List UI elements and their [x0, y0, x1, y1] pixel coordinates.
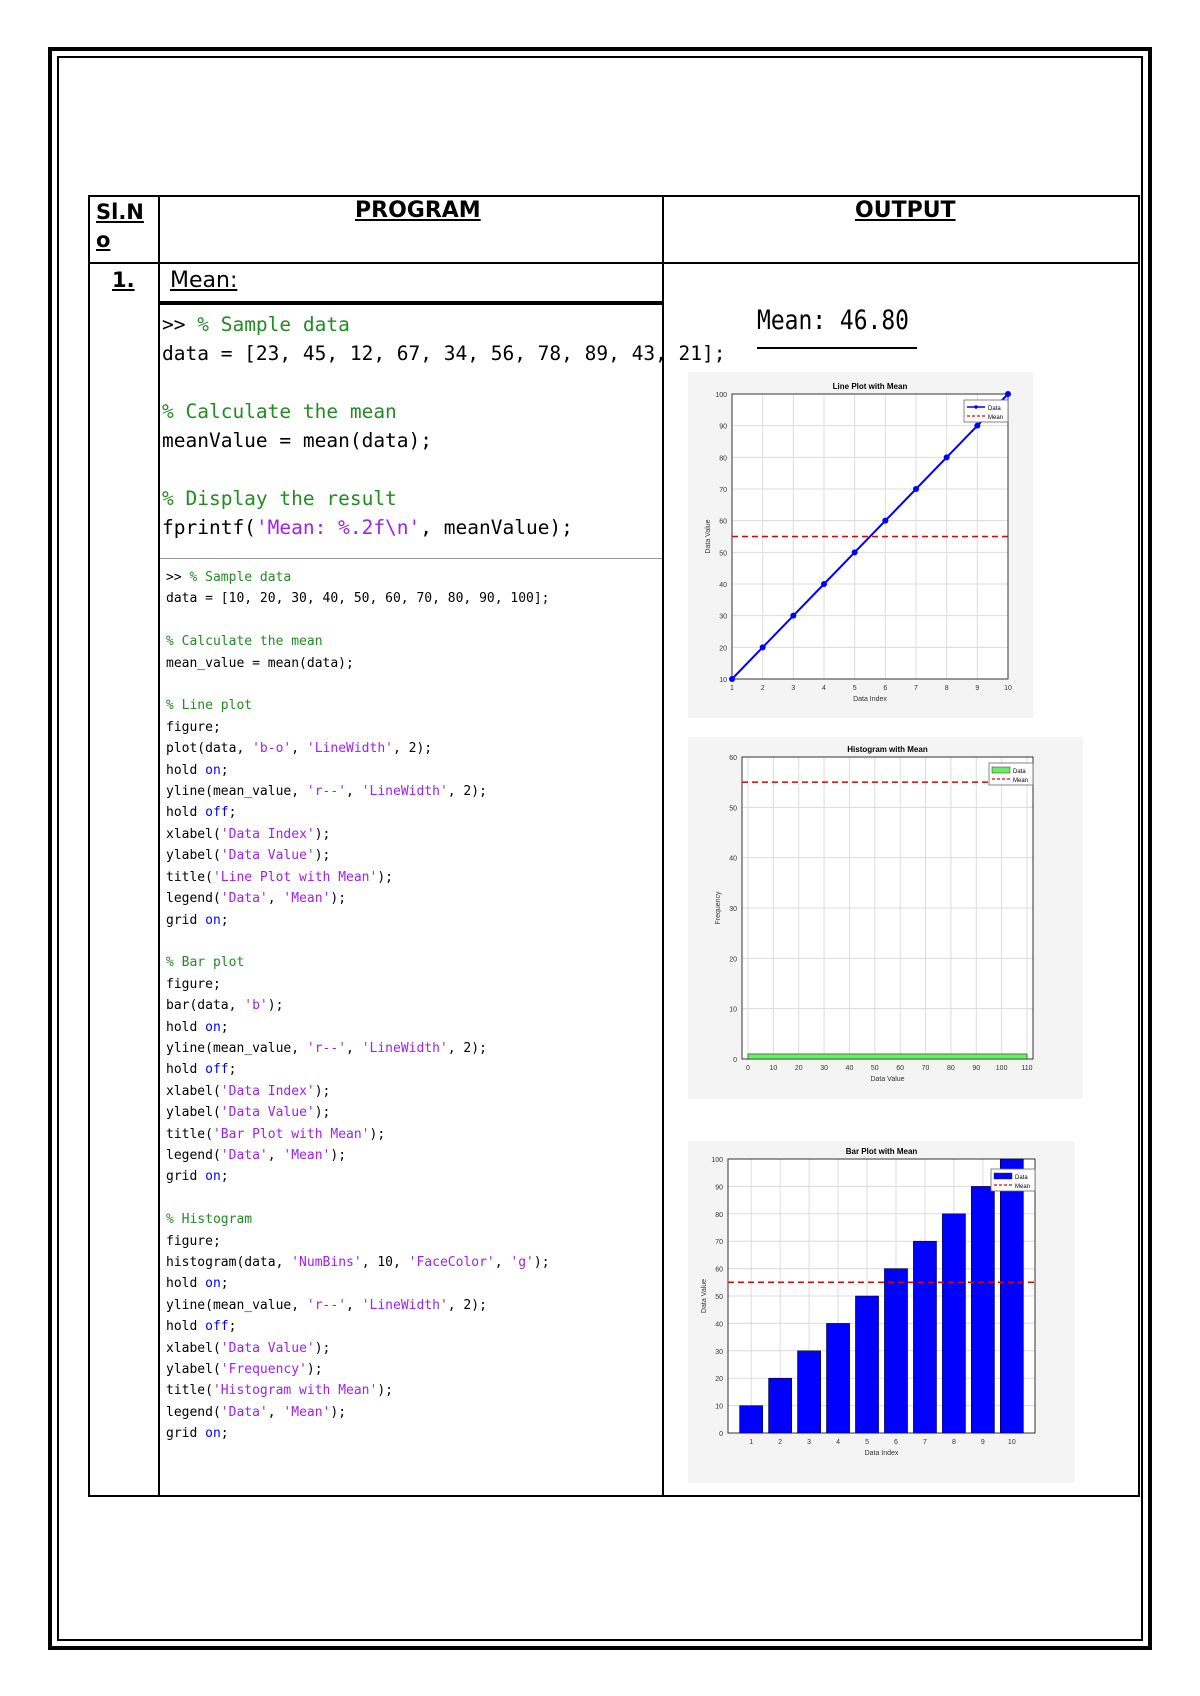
program-code-main: >> % Sample data data = [23, 45, 12, 67, 34, 56, 78, 89, 43, 21]; % Calculate the mean meanValue = mean(data); % Display the result fprintf('Mean: %.2f\n', meanValue); — [162, 313, 726, 539]
row-title: Mean: — [170, 268, 238, 293]
row-number: 1. — [112, 268, 135, 292]
y-tick-label: 40 — [729, 855, 737, 863]
y-tick-label: 0 — [719, 1431, 723, 1438]
x-tick-label: 60 — [896, 1065, 905, 1072]
y-axis-label: Frequency — [715, 891, 722, 925]
x-tick-label: 7 — [922, 1439, 927, 1446]
legend-data-swatch — [994, 1173, 1012, 1179]
x-tick-label: 10 — [769, 1065, 778, 1072]
y-tick-label: 60 — [729, 755, 737, 762]
y-tick-label: 100 — [715, 392, 727, 399]
data-point — [944, 454, 950, 460]
column-header-output: OUTPUT — [855, 198, 956, 223]
program-code-plots: >> % Sample data data = [10, 20, 30, 40, 50, 60, 70, 80, 90, 100]; % Calculate the mean mean_value = mean(data); % Line plot figure; plot(data, 'b-o', 'LineWidth', 2); hold on; yline(mean_value, 'r--', 'LineWidth', 2); hold off; xlabel('Data Index'); ylabel('Data Value'); title('Line Plot with Mean'); legend('Data', 'Mean'); grid on; % Bar plot figure; bar(data, 'b'); hold on; yline(mean_value, 'r--', 'LineWidth', 2); hold off; xlabel('Data Index'); ylabel('Data Value'); title('Bar Plot with Mean'); legend('Data', 'Mean'); grid on; % Histogram figure; histogram(data, 'NumBins', 10, 'FaceColor', 'g'); hold on; yline(mean_value, 'r--', 'LineWidth', 2); hold off; xlabel('Data Value'); ylabel('Frequency'); title('Histogram with Mean'); legend('Data', 'Mean'); grid on; — [166, 570, 550, 1442]
bar — [826, 1323, 849, 1433]
bar — [855, 1296, 878, 1433]
x-tick-label: 3 — [791, 685, 796, 692]
x-tick-label: 30 — [820, 1065, 828, 1072]
y-tick-label: 10 — [715, 1403, 723, 1411]
bar — [913, 1241, 936, 1433]
y-tick-label: 80 — [715, 1211, 723, 1219]
y-axis-label: Data Value — [705, 519, 712, 554]
bar — [1000, 1159, 1023, 1433]
x-tick-label: 4 — [822, 685, 826, 692]
chart-title: Line Plot with Mean — [832, 382, 908, 391]
x-tick-label: 9 — [980, 1439, 985, 1446]
y-axis-label: Data Value — [701, 1278, 708, 1314]
legend-data-swatch — [992, 767, 1010, 773]
y-tick-label: 40 — [719, 582, 727, 589]
x-axis-label: Data Index — [853, 696, 887, 703]
legend-mean-label: Mean — [1015, 1184, 1031, 1190]
data-point — [882, 518, 888, 524]
y-tick-label: 30 — [715, 1348, 723, 1356]
bar — [942, 1214, 965, 1433]
y-tick-label: 40 — [715, 1321, 723, 1329]
x-tick-label: 90 — [972, 1065, 981, 1072]
line-chart — [688, 372, 1033, 718]
column-divider-slno — [158, 195, 160, 1497]
y-tick-label: 50 — [719, 550, 727, 558]
legend-data-marker — [974, 405, 978, 409]
column-header-program: PROGRAM — [355, 198, 481, 223]
chart-title: Histogram with Mean — [847, 745, 928, 754]
x-tick-label: 6 — [883, 685, 888, 692]
y-tick-label: 60 — [719, 518, 727, 526]
x-tick-label: 100 — [995, 1065, 1008, 1072]
y-tick-label: 90 — [719, 423, 727, 431]
data-point — [790, 613, 796, 619]
x-tick-label: 50 — [870, 1065, 879, 1072]
bar — [740, 1406, 763, 1433]
histogram-chart — [688, 737, 1083, 1099]
x-tick-label: 5 — [852, 685, 857, 692]
x-tick-label: 0 — [746, 1065, 750, 1072]
x-tick-label: 70 — [921, 1065, 930, 1072]
y-tick-label: 20 — [729, 956, 737, 964]
y-tick-label: 20 — [715, 1376, 723, 1384]
legend-mean-label: Mean — [1013, 778, 1029, 784]
x-tick-label: 4 — [836, 1439, 841, 1446]
y-tick-label: 50 — [715, 1294, 723, 1301]
legend-data-label: Data — [1015, 1175, 1028, 1181]
bar-chart-figure — [688, 1141, 1075, 1483]
line-chart-figure — [688, 372, 1033, 718]
x-tick-label: 9 — [975, 685, 980, 692]
y-tick-label: 60 — [715, 1266, 723, 1274]
code-block-top-rule — [160, 301, 662, 305]
bar — [798, 1351, 821, 1433]
x-tick-label: 10 — [1007, 1439, 1016, 1446]
x-tick-label: 10 — [1004, 685, 1012, 692]
histogram-bar — [748, 1054, 1027, 1059]
data-point — [729, 676, 735, 682]
column-header-slno: Sl.N o — [96, 200, 144, 252]
y-tick-label: 100 — [711, 1157, 723, 1164]
x-axis-label: Data Value — [870, 1076, 905, 1083]
y-tick-label: 70 — [719, 487, 727, 494]
code-block-separator — [160, 558, 662, 559]
legend-data-label: Data — [1013, 769, 1026, 775]
bar — [769, 1378, 792, 1433]
x-tick-label: 3 — [807, 1439, 812, 1446]
y-tick-label: 90 — [715, 1184, 723, 1192]
x-tick-label: 40 — [845, 1065, 854, 1072]
y-tick-label: 20 — [719, 645, 727, 653]
y-tick-label: 30 — [719, 613, 727, 621]
legend-mean-label: Mean — [988, 415, 1004, 421]
data-point — [821, 581, 827, 587]
bar — [884, 1269, 907, 1433]
y-tick-label: 30 — [729, 906, 737, 913]
x-tick-label: 1 — [749, 1439, 754, 1446]
legend-data-label: Data — [988, 406, 1001, 412]
x-tick-label: 7 — [914, 685, 918, 692]
data-point — [913, 486, 919, 492]
chart-title: Bar Plot with Mean — [845, 1147, 918, 1156]
x-tick-label: 110 — [1021, 1065, 1033, 1072]
y-tick-label: 70 — [715, 1239, 723, 1247]
y-tick-label: 50 — [729, 805, 737, 813]
bar-chart — [688, 1141, 1075, 1483]
x-tick-label: 2 — [778, 1439, 783, 1446]
x-tick-label: 1 — [730, 685, 734, 692]
y-tick-label: 0 — [733, 1057, 737, 1064]
header-divider — [88, 262, 1140, 264]
mean-output-text: Mean: 46.80 — [757, 305, 909, 336]
y-tick-label: 10 — [729, 1006, 737, 1014]
bar — [971, 1186, 994, 1433]
histogram-figure — [688, 737, 1083, 1099]
x-tick-label: 20 — [794, 1065, 803, 1072]
data-point — [974, 423, 980, 429]
mean-output-underline — [757, 347, 917, 349]
x-tick-label: 8 — [944, 685, 949, 692]
data-point — [760, 644, 766, 650]
data-point — [852, 549, 858, 555]
x-tick-label: 2 — [760, 685, 765, 692]
y-tick-label: 10 — [719, 677, 727, 684]
x-tick-label: 8 — [951, 1439, 956, 1446]
data-point — [1005, 391, 1011, 397]
x-tick-label: 5 — [865, 1439, 869, 1446]
y-tick-label: 80 — [719, 455, 727, 463]
x-axis-label: Data Index — [864, 1450, 899, 1457]
x-tick-label: 6 — [894, 1439, 898, 1446]
x-tick-label: 80 — [947, 1065, 955, 1072]
